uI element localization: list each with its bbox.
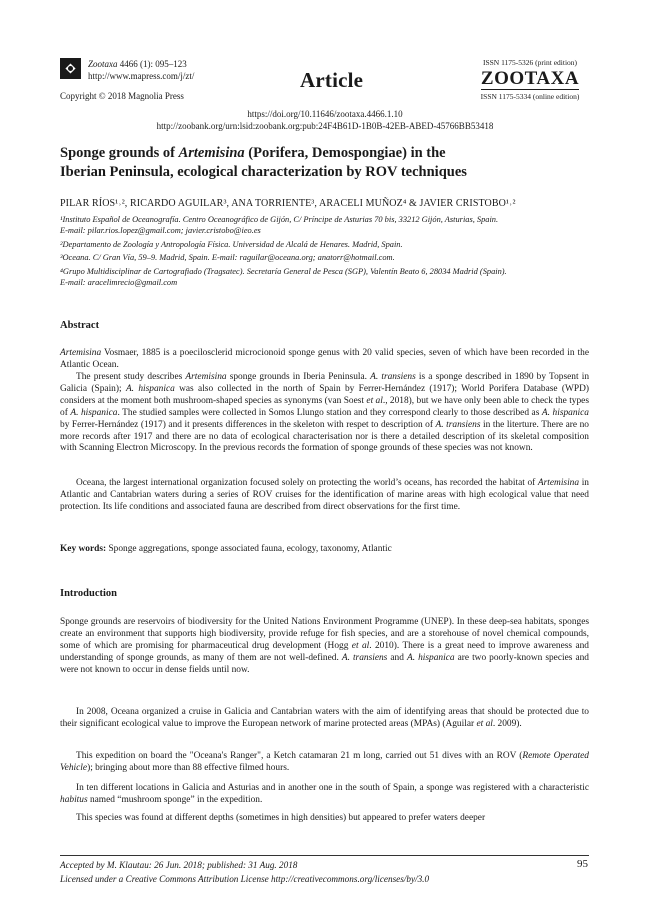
affiliation-4: ⁴Grupo Multidisciplinar de Cartografiado (Tragsatec). Secretaría General de Pesca (SGP), Valentín Beato 6, 28034 Madrid (Spain). xyxy=(60,267,507,276)
habitus-term: habitus xyxy=(60,794,88,805)
taxon-name: A. transiens xyxy=(435,419,481,430)
affiliation-2: ²Departamento de Zoología y Antropología Física. Universidad de Alcalá de Henares. Madrid, Spain. xyxy=(60,240,403,249)
body-text: This species was found at different depths (sometimes in high densities) but appeared to prefer waters deeper xyxy=(76,813,486,823)
body-text: The present study describes xyxy=(76,372,186,382)
title-text: (Porifera, Demospongiae) in the xyxy=(244,145,446,161)
body-text: sponge grounds in Iberia Peninsula. xyxy=(226,372,371,382)
acceptance-note: Accepted by M. Klautau: 26 Jun. 2018; published: 31 Aug. 2018 xyxy=(60,860,298,870)
doi-link[interactable]: https://doi.org/10.11646/zootaxa.4466.1.10 xyxy=(247,109,403,119)
article-type-label: Article xyxy=(300,68,364,92)
keywords-label: Key words: xyxy=(60,544,107,554)
taxon-name: A. hispanica xyxy=(541,407,589,418)
intro-paragraph-4 xyxy=(60,783,589,807)
body-text: is a sponge described in 1890 by Topsent in Galicia (Spain); xyxy=(60,372,590,394)
body-text: by Ferrer-Hernández (1917) and it presents differences in the skeleton with respet to description of xyxy=(60,419,436,430)
body-text: . 2009). xyxy=(492,718,522,729)
article-title xyxy=(60,144,590,182)
intro-paragraph-5 xyxy=(60,813,589,825)
body-text: Vosmaer, 1885 is a poecilosclerid microcionoid sponge genus with 20 valid species, seven of which have been recorded in the Atlantic Ocean. xyxy=(60,348,589,370)
page-number: 95 xyxy=(577,858,588,870)
introduction-heading: Introduction xyxy=(60,588,117,599)
license-note: Licensed under a Creative Commons Attribution License http://creativecommons.org/licenses/by/3.0 xyxy=(60,874,430,884)
taxon-name: A. hispanica xyxy=(70,407,118,418)
journal-name: Zootaxa xyxy=(88,59,118,69)
zoobank-lsid-link[interactable]: http://zoobank.org/urn:lsid:zoobank.org:pub:24F4B61D-1B0B-42EB-ABED-45766BB53418 xyxy=(156,121,494,131)
body-text: . 2010). There is a great need to improve awareness and understanding of sponge grounds, as many of them are not well-defined. xyxy=(60,640,589,663)
citation-etal: et al xyxy=(351,640,370,651)
taxon-name: Artemisina xyxy=(537,478,580,488)
abstract-paragraph-3 xyxy=(60,478,589,514)
body-text: ., 2018), but we have only been able to check the types of xyxy=(60,395,589,418)
journal-url-link[interactable]: http://www.mapress.com/j/zt/ xyxy=(88,71,195,81)
magnolia-press-logo-icon xyxy=(60,58,81,79)
journal-volume: 4466 (1): 095–123 xyxy=(117,59,187,69)
affiliation-1: ¹Instituto Español de Oceanografía. Centro Oceanográfico de Gijón, C/ Príncipe de Asturias 70 bis, 33212 Gijón, Asturias, Spain. xyxy=(60,215,499,224)
body-text: In 2008, Oceana organized a cruise in Galicia and Cantabrian waters with the aim of identifying areas that should be protected due to their significant ecological value to improve the European network of marine protected areas (MPAs) (Aguilar xyxy=(60,707,589,729)
citation-etal: et al xyxy=(366,395,383,406)
citation-etal: et al xyxy=(476,718,493,729)
issn-print: ISSN 1175-5326 (print edition) xyxy=(482,58,578,67)
intro-paragraph-3 xyxy=(60,751,589,775)
title-genus: Artemisina xyxy=(178,145,245,161)
abstract-heading: Abstract xyxy=(60,320,100,331)
body-text: was also collected in the north of Spain by Ferrer-Hernández (1917); World Porifera Database (WPD) considers at the moment both mushroom-shaped species as synonyms (van Soest xyxy=(60,383,589,406)
body-text: in the literture. There are no more records after 1917 and there are no data of ecological characterisation nor is there a detailed description of its skeletal composition with Scanning Electron Microscopy. In the previous records the formation of sponge grounds of these species was not known. xyxy=(60,419,589,454)
taxon-name: Artemisina xyxy=(185,372,227,382)
body-text: named “mushroom sponge” in the expedition. xyxy=(87,794,263,805)
taxon-name: Artemisina xyxy=(60,348,102,358)
keywords-line xyxy=(60,544,589,556)
copyright-notice: Copyright © 2018 Magnolia Press xyxy=(60,91,184,101)
taxon-name: A. hispanica xyxy=(406,652,455,663)
taxon-name: A. hispanica xyxy=(125,383,175,394)
zootaxa-wordmark: ZOOTAXA xyxy=(480,68,580,89)
issn-online: ISSN 1175-5334 (online edition) xyxy=(480,92,580,101)
body-text: This expedition on board the "Oceana's Ranger", a Ketch catamaran 21 m long, carried out 51 dives with an ROV ( xyxy=(76,751,523,761)
abstract-paragraph-2 xyxy=(60,372,589,455)
body-text: Oceana, the largest international organization focused solely on protecting the world’s oceans, has recorded the habitat of xyxy=(76,478,538,488)
taxon-name: A. transiens xyxy=(370,372,416,382)
keywords-list: Sponge aggregations, sponge associated fauna, ecology, taxonomy, Atlantic xyxy=(106,544,392,554)
title-line-2: Iberian Peninsula, ecological characterization by ROV techniques xyxy=(60,164,467,180)
taxon-name: A. transiens xyxy=(341,652,388,663)
affiliation-4-email: E-mail: aracelimrecio@gmail.com xyxy=(60,278,178,287)
body-text: in Atlantic and Cantabrian waters during a series of ROV cruises for the identification of marine areas with high ecological value that need protection. Its life conditions and associated fauna are described from direct observations for the first time. xyxy=(60,478,589,512)
footer-divider xyxy=(60,855,589,856)
zootaxa-brand-block xyxy=(470,58,590,102)
body-text: Sponge grounds are reservoirs of biodiversity for the United Nations Environment Programme (UNEP). In these deep-sea habitats, sponges create an environment that supports high biodiversity, provide refuge for fish species, and are a storehouse of novel chemical compounds, some of which are promising for pharmaceutical drug development (Hogg xyxy=(60,617,589,651)
body-text: . The studied samples were collected in Somos Llungo station and they correspond clearly to those described as xyxy=(117,407,542,418)
affiliation-3: ³Oceana. C/ Gran Vía, 59–9. Madrid, Spain. E-mail: raguilar@oceana.org; anatorr@hotmail.com. xyxy=(60,253,395,262)
intro-paragraph-1 xyxy=(60,617,589,677)
body-text: and xyxy=(387,652,407,663)
affiliation-1-email: E-mail: pilar.rios.lopez@gmail.com; javier.cristobo@ieo.es xyxy=(60,226,261,235)
intro-paragraph-2 xyxy=(60,707,589,731)
journal-citation xyxy=(88,58,187,70)
body-text: are two poorly-known species and were not known to occur in dense fields until now. xyxy=(60,652,589,675)
body-text: In ten different locations in Galicia and Asturias and in another one in the south of Spain, a sponge was registered with a characteristic xyxy=(76,783,589,793)
abstract-paragraph-1 xyxy=(60,348,589,372)
rov-term: Remote Operated Vehicle xyxy=(60,751,589,773)
author-list: PILAR RÍOS¹˒², RICARDO AGUILAR³, ANA TORRIENTE³, ARACELI MUÑOZ⁴ & JAVIER CRISTOBO¹˒² xyxy=(60,198,516,209)
body-text: ); bringing about more than 88 effective filmed hours. xyxy=(87,762,290,773)
title-text: Sponge grounds of xyxy=(60,145,179,161)
